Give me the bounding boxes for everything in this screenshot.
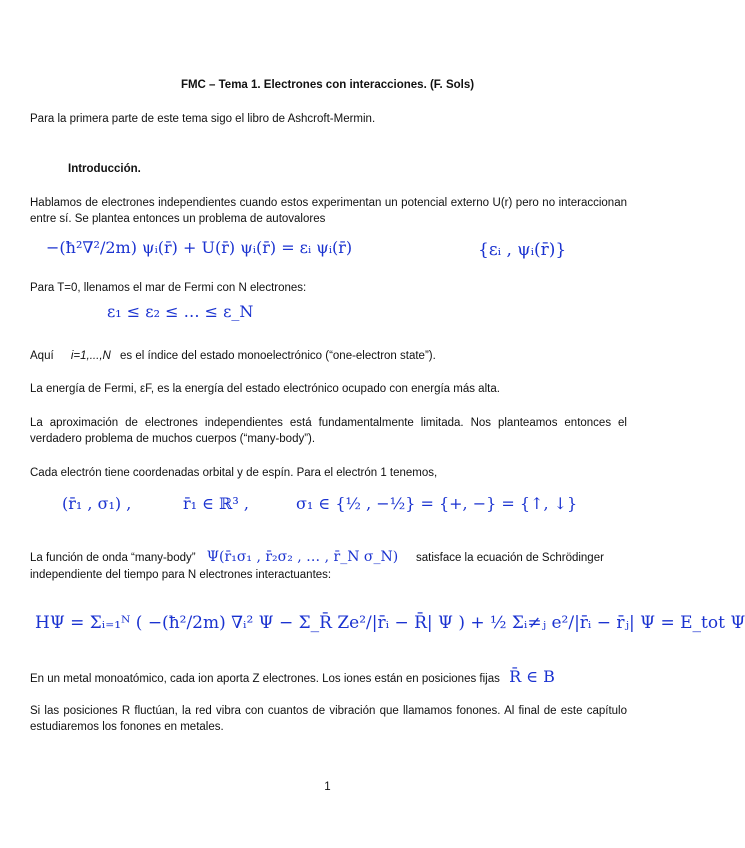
index-prefix: Aquí: [30, 350, 54, 362]
equation-single-electron-schrodinger: −(ħ²∇²/2m) ψᵢ(r̄) + U(r̄) ψᵢ(r̄) = εᵢ ψᵢ(r̄): [46, 238, 353, 257]
paragraph-many-body: La aproximación de electrones independientes está fundamentalmente limitada. Nos planteamos entonces el verdadero problema de muchos cuerpos (“many-body”).: [30, 417, 627, 445]
index-range: i=1,...,N: [70, 350, 111, 362]
equation-r-in-R3: r̄₁ ∈ ℝ³ ,: [183, 494, 249, 513]
paragraph-phonons: Si las posiciones R fluctúan, la red vibra con cuantos de vibración que llamamos fonones. Al final de este capítulo estudiaremos los fonones en metales.: [30, 705, 627, 733]
equation-lattice: R̄ ∈ B: [509, 667, 555, 686]
section-heading: Introducción.: [68, 163, 141, 175]
equation-spin-set: σ₁ ∈ {½ , −½} = {+, −} = {↑, ↓}: [296, 494, 578, 513]
paragraph-fermi-energy: [30, 381, 627, 397]
intro-note: Para la primera parte de este tema sigo el libro de Ashcroft-Mermin.: [30, 113, 376, 125]
equation-many-body-psi: Ψ(r̄₁σ₁ , r̄₂σ₂ , … , r̄_N σ_N): [206, 549, 399, 565]
wavefunction-suffix: satisface la ecuación de Schrödinger: [415, 552, 604, 564]
paragraph-wavefunction-line2: independiente del tiempo para N electrones interactuantes:: [30, 569, 332, 581]
equation-hamiltonian: HΨ = Σᵢ₌₁ᴺ ( −(ħ²/2m) ∇ᵢ² Ψ − Σ_R̄ Ze²/|r̄ᵢ − R̄| Ψ ) + ½ Σᵢ≠ⱼ e²/|r̄ᵢ − r̄ⱼ| Ψ = E_tot Ψ: [35, 613, 745, 633]
index-suffix: es el índice del estado monoelectrónico (“one-electron state”).: [120, 350, 436, 362]
equation-coordinates: (r̄₁ , σ₁) ,: [62, 494, 132, 513]
paragraph-index: [30, 348, 627, 364]
fermi-prefix: La energía de Fermi,: [30, 383, 137, 395]
equation-eigen-set: {εᵢ , ψᵢ(r̄)}: [478, 240, 567, 260]
wavefunction-prefix: La función de onda “many-body”: [30, 552, 196, 564]
page-number: 1: [324, 781, 331, 793]
paragraph-independent-electrons: Hablamos de electrones independientes cuando estos experimentan un potencial externo U(r) pero no interaccionan entre sí. Se plantea entonces un problema de autovalores: [30, 197, 627, 225]
paragraph-fermi-sea: Para T=0, llenamos el mar de Fermi con N electrones:: [30, 282, 307, 294]
page-title: FMC – Tema 1. Electrones con interacciones. (F. Sols): [180, 79, 475, 91]
equation-energy-ordering: ε₁ ≤ ε₂ ≤ … ≤ ε_N: [107, 302, 254, 321]
ions-text: En un metal monoatómico, cada ion aporta Z electrones. Los iones están en posiciones fijas: [30, 673, 500, 685]
fermi-suffix: , es la energía del estado electrónico ocupado con energía más alta.: [150, 383, 500, 395]
fermi-symbol: εF: [139, 383, 151, 395]
paragraph-ions: [30, 669, 627, 687]
paragraph-coordinates: Cada electrón tiene coordenadas orbital y de espín. Para el electrón 1 tenemos,: [30, 467, 438, 479]
paragraph-wavefunction: [30, 549, 627, 566]
